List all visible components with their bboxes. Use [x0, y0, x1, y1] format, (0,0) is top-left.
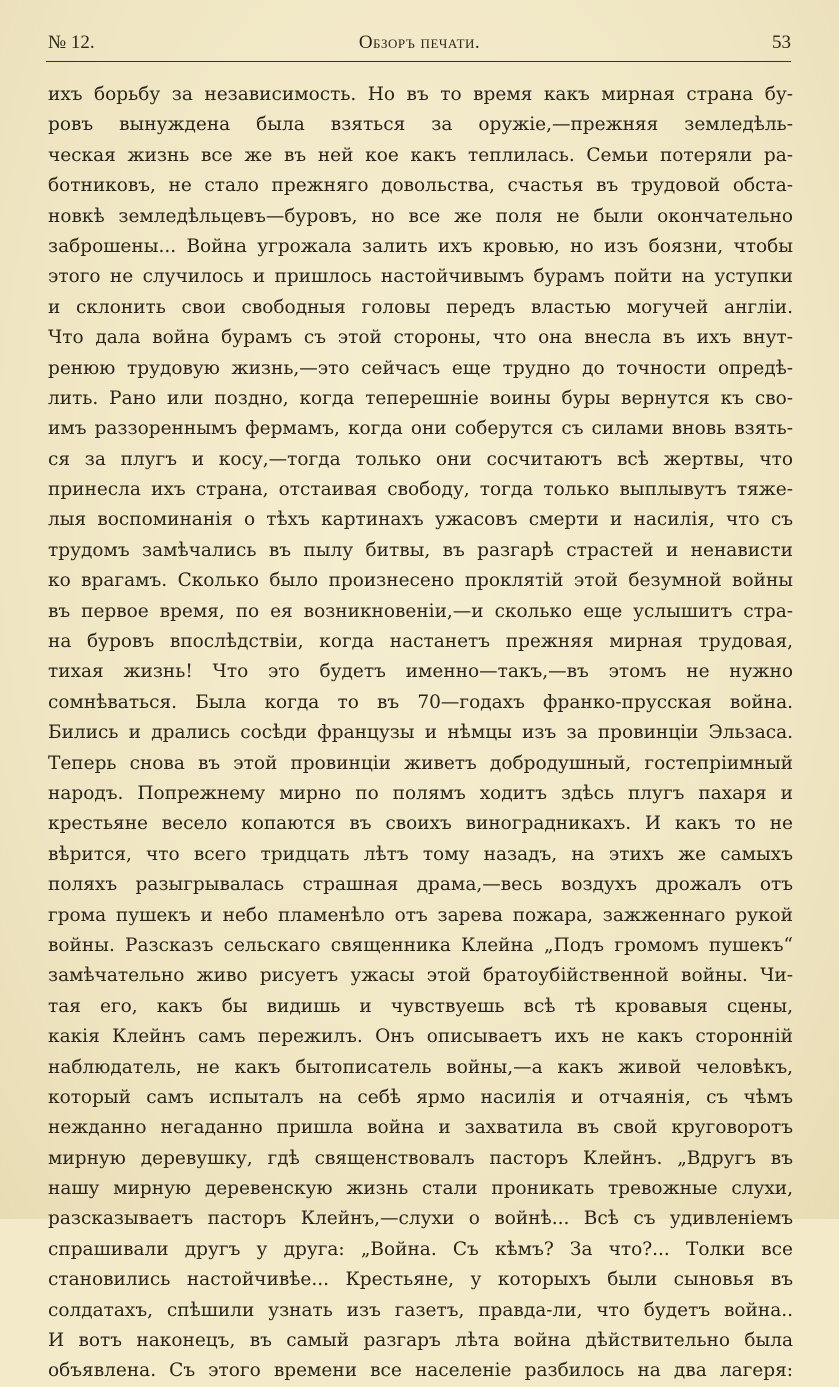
- text-line: крестьяне весело копаются въ своихъ виноградникахъ. И какъ то не: [48, 813, 793, 835]
- text-line: мирную деревушку, гдѣ священствовалъ пасторъ Клейнъ. „Вдругъ въ: [48, 1147, 793, 1169]
- text-line: разсказываетъ пасторъ Клейнъ,—слухи о войнѣ... Всѣ съ удивленіемъ: [48, 1208, 793, 1230]
- text-line: солдатахъ, спѣшили узнать изъ газетъ, правда-ли, что будетъ война..: [48, 1299, 793, 1321]
- text-line: И вотъ наконецъ, въ самый разгаръ лѣта война дѣйствительно была: [48, 1330, 793, 1352]
- text-line: тихая жизнь! Что это будетъ именно—такъ,—въ этомъ не нужно: [48, 661, 793, 683]
- text-line: этого не случилось и пришлось настойчивымъ бурамъ пойти на уступки: [48, 266, 793, 288]
- text-line: объявлена. Съ этого времени все населеніе разбилось на два лагеря:: [48, 1360, 793, 1382]
- text-line: нашу мирную деревенскую жизнь стали проникать тревожные слухи,: [48, 1178, 793, 1200]
- text-line: Теперь снова въ этой провинціи живетъ добродушный, гостепріимный: [48, 752, 793, 774]
- text-line: имъ раззореннымъ фермамъ, когда они соберутся съ силами вновь взять-: [48, 418, 793, 440]
- text-line: принесла ихъ страна, отстаивая свободу, тогда только выплывутъ тяже-: [48, 479, 793, 501]
- text-line: новкѣ земледѣльцевъ—буровъ, но все же поля не были окончательно: [48, 205, 793, 227]
- text-line: вѣрится, что всего тридцать лѣтъ тому назадъ, на этихъ же самыхъ: [48, 843, 793, 865]
- text-line: грома пушекъ и небо пламенѣло отъ зарева пожара, зажженнаго рукой: [48, 904, 793, 926]
- text-line: сомнѣваться. Была когда то въ 70—годахъ франко-прусская война.: [48, 691, 793, 713]
- text-line: ренюю трудовую жизнь,—это сейчасъ еще трудно до точности опредѣ-: [48, 357, 793, 379]
- text-line: войны. Разсказъ сельскаго священника Клейна „Подъ громомъ пушекъ“: [48, 934, 793, 956]
- page-number: 53: [772, 32, 791, 53]
- text-line: Что дала война бурамъ съ этой стороны, что она внесла въ ихъ внут-: [48, 327, 793, 349]
- text-line: ческая жизнь все же въ ней кое какъ теплилась. Семьи потеряли ра-: [48, 144, 793, 166]
- text-line: поляхъ разыгрывалась страшная драма,—весь воздухъ дрожалъ отъ: [48, 874, 793, 896]
- text-line: тая его, какъ бы видишь и чувствуешь всѣ тѣ кровавыя сцены,: [48, 995, 793, 1017]
- text-line: нежданно негаданно пришла война и захватила въ свой круговоротъ: [48, 1117, 793, 1139]
- text-line: ровъ вынуждена была взяться за оружіе,—прежняя земледѣль-: [48, 114, 793, 136]
- text-line: ботниковъ, не стало прежняго довольства, счастья въ трудовой обста-: [48, 175, 793, 197]
- text-line: ихъ борьбу за независимость. Но въ то время какъ мирная страна бу-: [48, 84, 793, 105]
- text-line: народъ. Попрежнему мирно по полямъ ходитъ здѣсь плугъ пахаря и: [48, 782, 793, 804]
- text-line: въ первое время, по ея возникновеніи,—и сколько еще услышитъ стра-: [48, 600, 793, 622]
- text-line: замѣчательно живо рисуетъ ужасы этой братоубійственной войны. Чи-: [48, 965, 793, 987]
- text-line: наблюдатель, не какъ бытописатель войны,—а какъ живой человѣкъ,: [48, 1056, 793, 1078]
- text-line: ко врагамъ. Сколько было произнесено проклятій этой безумной войны: [48, 570, 793, 592]
- text-line: заброшены... Война угрожала залить ихъ кровью, но изъ боязни, чтобы: [48, 235, 793, 257]
- text-line: какія Клейнъ самъ пережилъ. Онъ описываетъ ихъ не какъ сторонній: [48, 1026, 793, 1048]
- text-line: трудомъ замѣчались въ пылу битвы, въ разгарѣ страстей и ненависти: [48, 539, 793, 561]
- text-line: становились настойчивѣе... Крестьяне, у которыхъ были сыновья въ: [48, 1269, 793, 1291]
- text-line: лыя воспоминанія о тѣхъ картинахъ ужасовъ смерти и насилія, что съ: [48, 509, 793, 531]
- article-body: [48, 80, 793, 1387]
- text-line: который самъ испыталъ на себѣ ярмо насилія и отчаянія, съ чѣмъ: [48, 1086, 793, 1108]
- text-line: и склонить свои свободныя головы передъ властью могучей англіи.: [48, 296, 793, 318]
- text-line: спрашивали другъ у друга: „Война. Съ кѣмъ? За что?... Толки все: [48, 1238, 793, 1260]
- header-rule: [46, 61, 791, 62]
- text-line: Бились и дрались сосѣди французы и нѣмцы изъ за провинціи Эльзаса.: [48, 722, 793, 744]
- running-title: Обзоръ печати.: [358, 32, 481, 53]
- text-line: на буровъ впослѣдствіи, когда настанетъ прежняя мирная трудовая,: [48, 631, 793, 653]
- text-line: лить. Рано или поздно, когда теперешніе воины буры вернутся къ сво-: [48, 387, 793, 409]
- text-line: ся за плугъ и косу,—тогда только они сосчитаютъ всѣ жертвы, что: [48, 448, 793, 470]
- page-header: [48, 30, 791, 60]
- issue-number: № 12.: [48, 32, 95, 53]
